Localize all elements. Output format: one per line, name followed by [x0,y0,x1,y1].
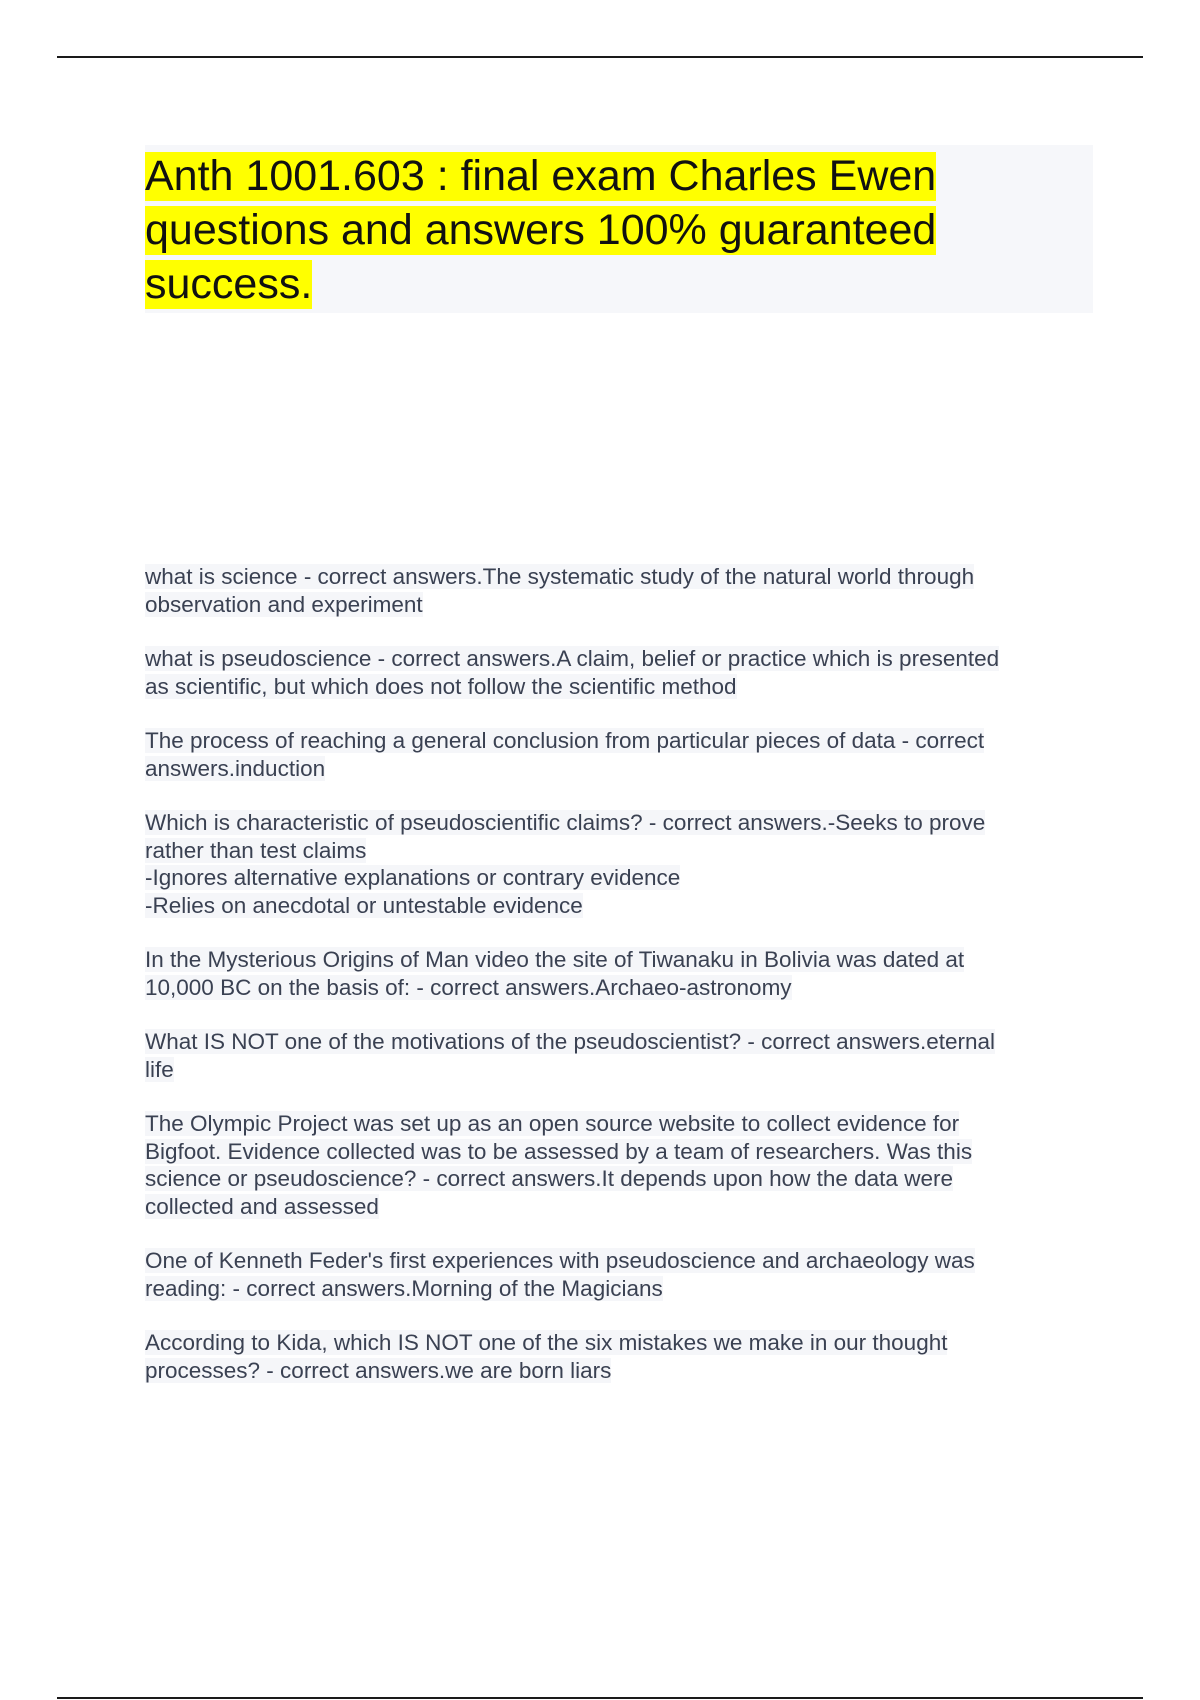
qa-line [145,1056,1070,1084]
qa-line [145,1165,1070,1193]
qa-line-text: What IS NOT one of the motivations of the pseudoscientist? - correct answers.eternal [145,1029,995,1054]
qa-line-text: processes? - correct answers.we are born liars [145,1357,612,1383]
qa-line [145,727,1070,755]
qa-line-text: what is pseudoscience - correct answers.A claim, belief or practice which is presented [145,646,1000,671]
qa-line [145,1247,1070,1275]
qa-line [145,1329,1070,1357]
top-rule [57,56,1143,58]
qa-item [145,1028,1070,1083]
qa-line [145,645,1070,673]
qa-line-text: collected and assessed [145,1193,379,1219]
qa-line [145,1028,1070,1056]
qa-line [145,1357,1070,1385]
qa-item [145,809,1070,919]
qa-line [145,1193,1070,1221]
qa-line-text: life [145,1056,174,1082]
qa-line-text: In the Mysterious Origins of Man video the site of Tiwanaku in Bolivia was dated at [145,947,965,972]
qa-item [145,563,1070,618]
qa-line-text: reading: - correct answers.Morning of the Magicians [145,1275,663,1301]
qa-line-text: what is science - correct answers.The systematic study of the natural world through [145,564,975,589]
qa-item [145,1247,1070,1302]
bottom-rule [57,1697,1143,1699]
qa-item [145,1329,1070,1384]
qa-line-text: One of Kenneth Feder's first experiences with pseudoscience and archaeology was [145,1248,975,1273]
qa-item [145,727,1070,782]
qa-line [145,946,1070,974]
qa-line [145,974,1070,1002]
qa-line [145,591,1070,619]
qa-line-text: -Ignores alternative explanations or contrary evidence [145,865,681,890]
title-block [145,145,1093,313]
qa-line [145,673,1070,701]
qa-line [145,1138,1070,1166]
qa-line-text: Bigfoot. Evidence collected was to be assessed by a team of researchers. Was this [145,1138,973,1164]
document-title [145,145,1045,311]
qa-list [145,563,1070,1411]
qa-line-text: science or pseudoscience? - correct answers.It depends upon how the data were [145,1166,953,1191]
qa-line [145,1275,1070,1303]
qa-line [145,563,1070,591]
qa-line [145,864,1070,892]
qa-line [145,1110,1070,1138]
qa-line-text: The Olympic Project was set up as an open source website to collect evidence for [145,1111,960,1136]
qa-line-text: as scientific, but which does not follow the scientific method [145,673,737,699]
qa-line-text: According to Kida, which IS NOT one of the six mistakes we make in our thought [145,1330,948,1355]
qa-line [145,755,1070,783]
qa-line-text: answers.induction [145,755,326,781]
qa-line [145,837,1070,865]
qa-line-text: 10,000 BC on the basis of: - correct answers.Archaeo-astronomy [145,974,792,1000]
qa-item [145,645,1070,700]
qa-line-text: The process of reaching a general conclusion from particular pieces of data - correct [145,728,985,753]
qa-line-text: Which is characteristic of pseudoscientific claims? - correct answers.-Seeks to prove [145,810,986,835]
qa-line-text: rather than test claims [145,837,367,863]
qa-item [145,1110,1070,1220]
qa-line-text: observation and experiment [145,591,423,617]
qa-line [145,892,1070,920]
qa-item [145,946,1070,1001]
qa-line [145,809,1070,837]
document-title-highlight: Anth 1001.603 : final exam Charles Ewen questions and answers 100% guaranteed success. [145,152,937,308]
qa-line-text: -Relies on anecdotal or untestable evidence [145,892,583,918]
